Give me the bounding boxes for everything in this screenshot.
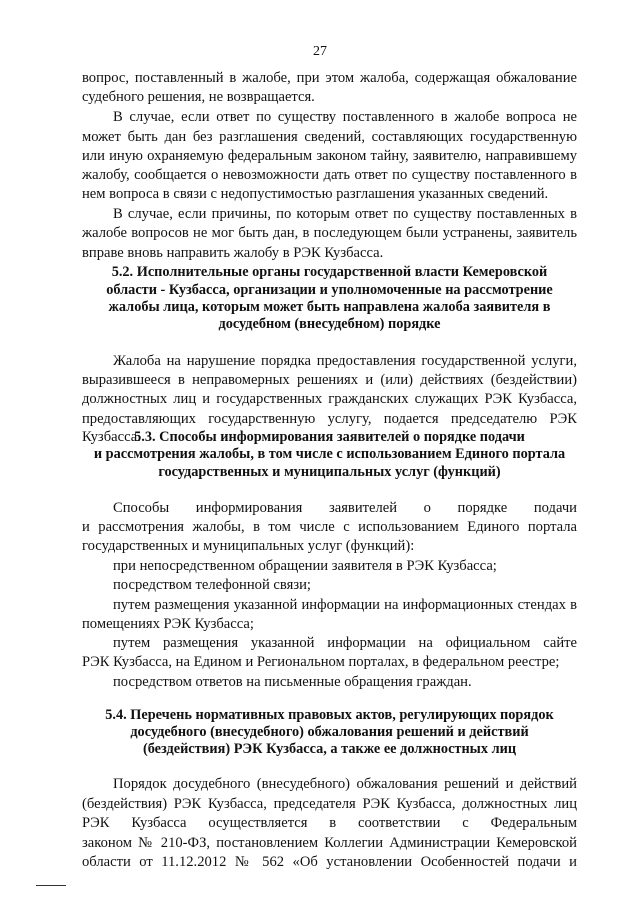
text-line: (бездействия) РЭК Кузбасса, председателя РЭК Кузбасса, должностных лиц: [82, 796, 577, 812]
text-line: В случае, если ответ по существу поставленного в жалобе вопроса не: [113, 109, 577, 125]
text-line: судебного решения, не возвращается.: [82, 89, 315, 105]
text-line: вопрос, поставленный в жалобе, при этом жалоба, содержащая обжалование: [82, 70, 577, 86]
heading-line: 5.2. Исполнительные органы государственной власти Кемеровской: [111, 264, 548, 280]
text-line: Порядок досудебного (внесудебного) обжалования решений и действий: [113, 776, 577, 792]
heading-line: и рассмотрения жалобы, в том числе с использованием Единого портала: [93, 446, 566, 462]
text-line: области от 11.12.2012 № 562 «Об установлении Особенностей подачи и: [82, 854, 577, 870]
text-line: помещениях РЭК Кузбасса;: [82, 616, 254, 632]
text-line: нем вопроса в связи с недопустимостью разглашения указанных сведений.: [82, 186, 549, 202]
text-line: РЭК Кузбасса, на Едином и Региональном порталах, в федеральном реестре;: [82, 654, 560, 670]
text-line: Жалоба на нарушение порядка предоставления государственной услуги,: [113, 353, 577, 369]
heading-line: области - Кузбасса, организации и уполномоченные на рассмотрение: [106, 282, 553, 298]
list-item: путем размещения указанной информации на официальном сайте: [113, 635, 577, 651]
heading-line: 5.4. Перечень нормативных правовых актов, регулирующих порядок: [105, 707, 554, 723]
text-line: Способы информирования заявителей о порядке подачи: [113, 500, 577, 516]
list-item: при непосредственном обращении заявителя в РЭК Кузбасса;: [113, 558, 497, 574]
text-line: Кузбасса.: [82, 429, 141, 445]
heading-line: досудебного (внесудебного) обжалования решений и действий: [130, 724, 529, 740]
footnote-rule: [36, 885, 66, 886]
text-line: жалобу, сообщается о невозможности дать ответ по существу поставленного в: [82, 167, 577, 183]
text-line: предоставляющих государственную услугу, подается председателю РЭК: [82, 411, 577, 427]
list-item: путем размещения указанной информации на информационных стендах в: [113, 597, 577, 613]
heading-line: досудебном (внесудебном) порядке: [218, 316, 441, 332]
text-line: выразившееся в неправомерных решениях и (или) действиях (бездействии): [82, 372, 577, 388]
text-line: или иную охраняемую федеральным законом тайну, заявителю, направившему: [82, 148, 577, 164]
heading-line: жалобы лица, которым может быть направлена жалоба заявителя в: [108, 299, 551, 315]
list-item: посредством ответов на письменные обращения граждан.: [113, 674, 472, 690]
text-line: может быть дан без разглашения сведений, составляющих государственную: [82, 129, 577, 145]
text-line: жалобе вопросов не мог быть дан, в последующем были устранены, заявитель: [82, 225, 577, 241]
text-line: вправе вновь направить жалобу в РЭК Кузбасса.: [82, 245, 384, 261]
list-item: посредством телефонной связи;: [113, 577, 311, 593]
text-line: и рассмотрения жалобы, в том числе с использованием Единого портала: [82, 519, 577, 535]
heading-line: (бездействия) РЭК Кузбасса, а также ее должностных лиц: [142, 741, 517, 757]
text-line: В случае, если причины, по которым ответ по существу поставленных в: [113, 206, 577, 222]
text-line: законом № 210-ФЗ, постановлением Коллегии Администрации Кемеровской: [82, 835, 577, 851]
page-number: 27: [313, 44, 327, 59]
text-line: государственных и муниципальных услуг (функций):: [82, 538, 415, 554]
heading-line: государственных и муниципальных услуг (функций): [158, 464, 501, 480]
text-line: должностных лиц и государственных гражданских служащих РЭК Кузбасса,: [82, 391, 577, 407]
text-line: РЭК Кузбасса осуществляется в соответствии с Федеральным: [82, 815, 577, 831]
heading-line: 5.3. Способы информирования заявителей о порядке подачи: [134, 429, 525, 445]
